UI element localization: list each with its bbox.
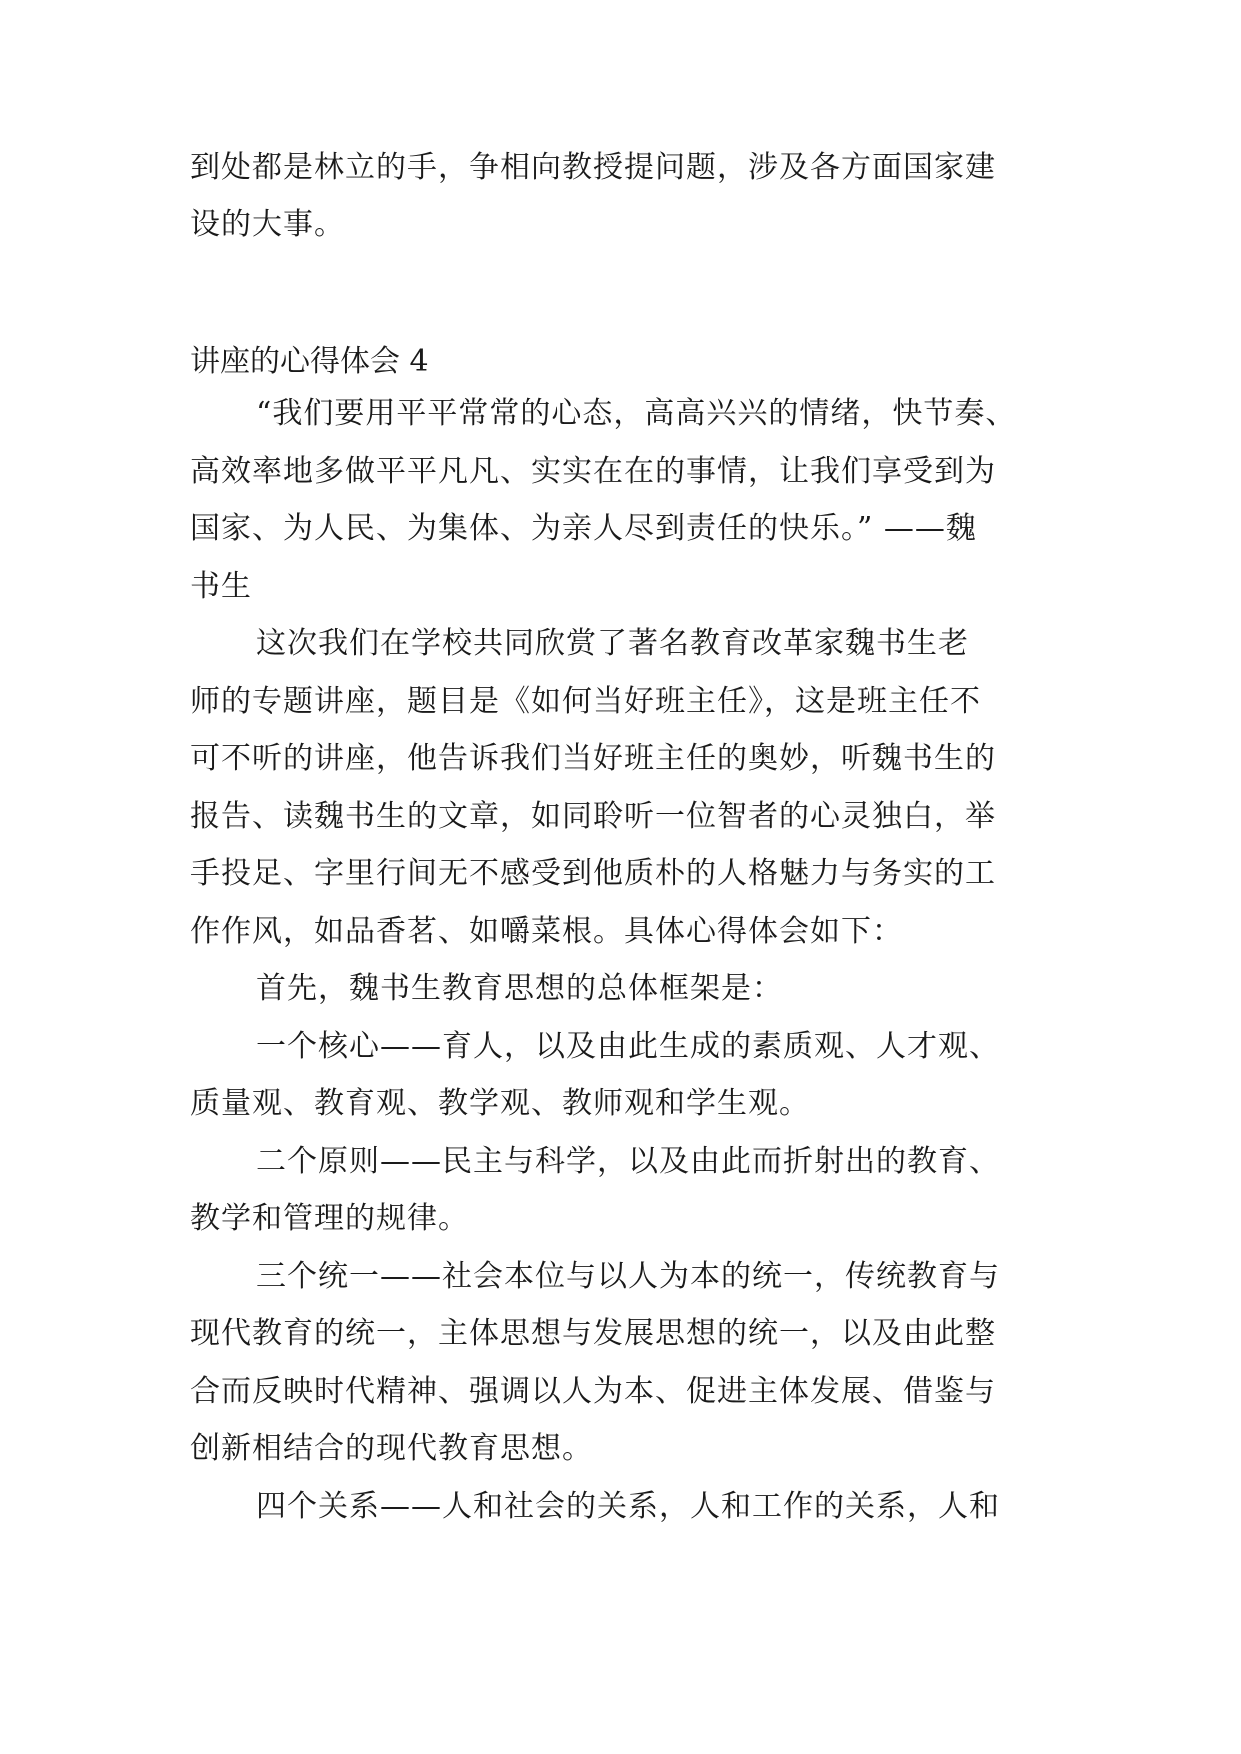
text-line: 书生	[190, 569, 252, 604]
text-line: 二个原则——民主与科学，以及由此而折射出的教育、	[256, 1144, 1000, 1179]
text-line: 首先，魏书生教育思想的总体框架是：	[256, 971, 783, 1006]
section-heading: 讲座的心得体会 4	[190, 344, 429, 379]
text-line: 这次我们在学校共同欣赏了著名教育改革家魏书生老	[256, 626, 969, 661]
text-line: 一个核心——育人，以及由此生成的素质观、人才观、	[256, 1029, 1000, 1064]
text-line: 国家、为人民、为集体、为亲人尽到责任的快乐。” ——魏	[190, 511, 977, 546]
text-line: 师的专题讲座，题目是《如何当好班主任》，这是班主任不	[190, 684, 981, 719]
text-line: 合而反映时代精神、强调以人为本、促进主体发展、借鉴与	[190, 1374, 996, 1409]
text-line: 设的大事。	[190, 207, 345, 242]
text-line: 质量观、教育观、教学观、教师观和学生观。	[190, 1086, 810, 1121]
text-line: 可不听的讲座，他告诉我们当好班主任的奥妙，听魏书生的	[190, 741, 996, 776]
text-line: 报告、读魏书生的文章，如同聆听一位智者的心灵独白，举	[190, 799, 996, 834]
text-line: 教学和管理的规律。	[190, 1201, 469, 1236]
text-line: 作作风，如品香茗、如嚼菜根。具体心得体会如下：	[190, 914, 903, 949]
text-line: 四个关系——人和社会的关系，人和工作的关系，人和	[256, 1489, 1000, 1524]
text-line: 三个统一——社会本位与以人为本的统一，传统教育与	[256, 1259, 1000, 1294]
text-line: “我们要用平平常常的心态，高高兴兴的情绪，快节奏、	[256, 396, 1017, 431]
text-line: 创新相结合的现代教育思想。	[190, 1431, 593, 1466]
text-line: 到处都是林立的手，争相向教授提问题，涉及各方面国家建	[190, 150, 996, 185]
text-line: 手投足、字里行间无不感受到他质朴的人格魅力与务实的工	[190, 856, 996, 891]
text-line: 现代教育的统一，主体思想与发展思想的统一，以及由此整	[190, 1316, 996, 1351]
text-line: 高效率地多做平平凡凡、实实在在的事情，让我们享受到为	[190, 454, 996, 489]
